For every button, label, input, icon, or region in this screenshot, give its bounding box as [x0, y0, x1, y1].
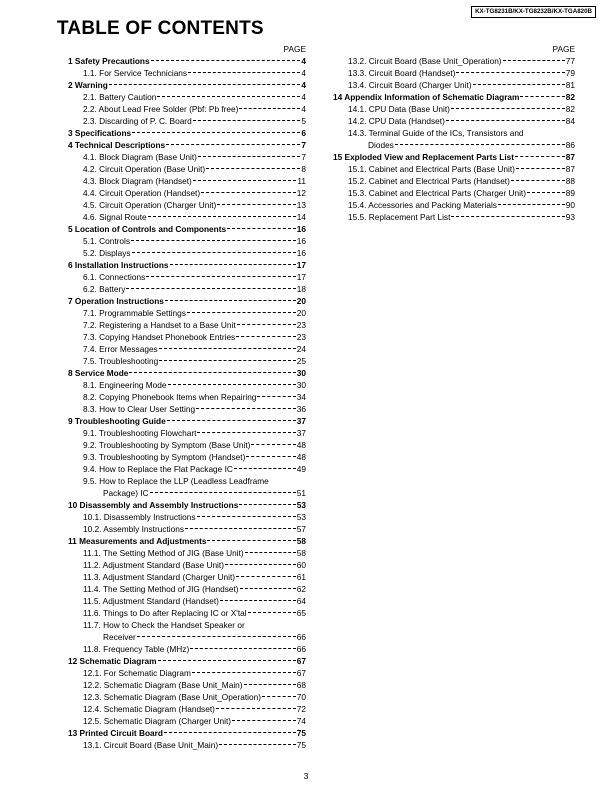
toc-entry-page: 20 [296, 308, 306, 318]
toc-entry-title: 8 Service Mode [68, 368, 129, 378]
toc-entry-page: 64 [296, 596, 306, 606]
toc-entry-page: 23 [296, 320, 306, 330]
toc-entry-title: 5.2. Displays [83, 248, 131, 258]
toc-entry-title: 14.2. CPU Data (Handset) [348, 116, 445, 126]
toc-leader-dots [232, 720, 296, 721]
toc-entry-title: 15.5. Replacement Part List [348, 212, 451, 222]
toc-leader-dots [395, 144, 565, 145]
toc-subsection-entry[interactable] [68, 343, 306, 355]
toc-subsection-entry[interactable] [68, 607, 306, 619]
toc-subsection-entry[interactable] [68, 91, 306, 103]
toc-entry-page: 36 [296, 404, 306, 414]
toc-entry-page: 23 [296, 332, 306, 342]
toc-entry-page: 84 [565, 116, 575, 126]
toc-entry-page: 67 [296, 668, 306, 678]
toc-leader-dots [126, 288, 295, 289]
toc-leader-dots [515, 156, 565, 157]
toc-leader-dots [244, 684, 296, 685]
toc-subsection-entry[interactable] [333, 67, 575, 79]
toc-entry-page: 51 [296, 488, 306, 498]
toc-leader-dots [132, 132, 300, 133]
toc-entry-page: 8 [301, 164, 306, 174]
toc-leader-dots [219, 744, 296, 745]
toc-entry-title: 4.6. Signal Route [83, 212, 147, 222]
toc-leader-dots [527, 192, 565, 193]
toc-entry-page: 4 [301, 80, 306, 90]
toc-entry-page: 4 [301, 56, 306, 66]
toc-subsection-entry[interactable] [68, 355, 306, 367]
toc-subsection-entry[interactable] [68, 199, 306, 211]
toc-entry-title: 4.4. Circuit Operation (Handset) [83, 188, 201, 198]
toc-leader-dots [150, 492, 296, 493]
toc-entry-title: Package) IC [103, 488, 149, 498]
toc-entry-title: 6.1. Connections [83, 272, 146, 282]
toc-leader-dots [193, 120, 301, 121]
toc-entry-title: 9.5. How to Replace the LLP (Leadless Leadframe [83, 476, 269, 486]
toc-subsection-entry[interactable] [68, 211, 306, 223]
toc-leader-dots [170, 264, 296, 265]
toc-entry-page: 81 [565, 80, 575, 90]
toc-entry-page: 4 [301, 68, 306, 78]
toc-leader-dots [225, 564, 296, 565]
page-column-label: PAGE [283, 44, 306, 54]
toc-subsection-entry[interactable] [68, 583, 306, 595]
toc-entry-page: 75 [296, 728, 306, 738]
toc-leader-dots [201, 192, 296, 193]
toc-entry-title: 3 Specifications [68, 128, 132, 138]
page-number: 3 [303, 771, 309, 781]
toc-subsection-entry[interactable] [333, 79, 575, 91]
toc-leader-dots [137, 636, 296, 637]
toc-subsection-entry[interactable] [68, 703, 306, 715]
toc-entry-page: 72 [296, 704, 306, 714]
toc-leader-dots [498, 204, 565, 205]
toc-leader-dots [239, 504, 295, 505]
toc-entry-title: 12 Schematic Diagram [68, 656, 157, 666]
toc-leader-dots [451, 108, 565, 109]
toc-entry-title: 11 Measurements and Adjustments [68, 536, 207, 546]
toc-entry-title: 6.2. Battery [83, 284, 126, 294]
toc-entry-title: 12.5. Schematic Diagram (Charger Unit) [83, 716, 232, 726]
toc-leader-dots [245, 552, 296, 553]
toc-entry-page: 16 [296, 236, 306, 246]
toc-entry-page: 93 [565, 212, 575, 222]
toc-entry-page: 4 [301, 92, 306, 102]
toc-leader-dots [473, 84, 565, 85]
toc-subsection-entry[interactable] [333, 127, 575, 139]
toc-left-column [68, 43, 306, 751]
toc-leader-dots [248, 612, 296, 613]
toc-entry-title: 2 Warning [68, 80, 108, 90]
toc-entry-title: 15.2. Cabinet and Electrical Parts (Handset) [348, 176, 510, 186]
toc-entry-title: 7.3. Copying Handset Phonebook Entries [83, 332, 236, 342]
toc-subsection-entry[interactable] [68, 331, 306, 343]
toc-entry-page: 20 [296, 296, 306, 306]
toc-leader-dots [168, 384, 296, 385]
toc-entry-page: 11 [297, 176, 306, 186]
toc-section-entry[interactable] [68, 127, 306, 139]
toc-entry-title: Diodes [368, 140, 394, 150]
toc-leader-dots [166, 144, 300, 145]
toc-subsection-entry[interactable] [68, 115, 306, 127]
toc-section-entry[interactable] [68, 655, 306, 667]
toc-subsection-entry[interactable] [68, 451, 306, 463]
toc-leader-dots [187, 312, 296, 313]
toc-entry-title: 15.1. Cabinet and Electrical Parts (Base Unit) [348, 164, 515, 174]
toc-section-entry[interactable] [333, 151, 575, 163]
toc-entry-page: 87 [565, 152, 575, 162]
toc-section-entry[interactable] [68, 535, 306, 547]
toc-subsection-entry[interactable] [68, 187, 306, 199]
toc-subsection-entry[interactable] [68, 679, 306, 691]
toc-entry-page: 24 [296, 344, 306, 354]
toc-entry-page: 74 [296, 716, 306, 726]
toc-leader-dots [511, 180, 565, 181]
toc-entry-page: 82 [565, 92, 575, 102]
toc-entry-title: 4.2. Circuit Operation (Base Unit) [83, 164, 206, 174]
toc-entry-title: 12.1. For Schematic Diagram [83, 668, 191, 678]
toc-entry-page: 34 [296, 392, 306, 402]
toc-subsection-entry[interactable] [68, 103, 306, 115]
toc-leader-dots [197, 516, 296, 517]
toc-leader-dots [520, 96, 564, 97]
toc-entry-page: 79 [565, 68, 575, 78]
page-title: TABLE OF CONTENTS [57, 18, 264, 39]
toc-section-entry[interactable] [68, 415, 306, 427]
toc-entry-page: 66 [296, 644, 306, 654]
toc-entry-title: 8.2. Copying Phonebook Items when Repairing [83, 392, 257, 402]
toc-section-entry[interactable] [68, 139, 306, 151]
toc-entry-title: 9.2. Troubleshooting by Symptom (Base Unit) [83, 440, 251, 450]
toc-section-entry[interactable] [68, 295, 306, 307]
toc-subsection-entry[interactable] [68, 475, 306, 487]
toc-entry-page: 7 [301, 152, 306, 162]
toc-entry-page: 53 [296, 512, 306, 522]
toc-entry-page: 66 [296, 632, 306, 642]
toc-entry-title: 11.6. Things to Do after Replacing IC or X'tal [83, 608, 247, 618]
toc-subsection-entry[interactable] [68, 643, 306, 655]
toc-entry-title: 2.3. Discarding of P. C. Board [83, 116, 192, 126]
toc-leader-dots [198, 156, 300, 157]
toc-entry-title: 4 Technical Descriptions [68, 140, 166, 150]
toc-section-entry[interactable] [68, 79, 306, 91]
toc-entry-title: 1.1. For Service Technicians [83, 68, 188, 78]
toc-leader-dots [193, 180, 297, 181]
toc-entry-title: 7.5. Troubleshooting [83, 356, 159, 366]
toc-entry-title: 11.3. Adjustment Standard (Charger Unit) [83, 572, 236, 582]
toc-leader-dots [206, 168, 300, 169]
toc-subsection-entry[interactable] [68, 631, 306, 643]
toc-entry-page: 12 [296, 188, 306, 198]
toc-entry-page: 7 [301, 140, 306, 150]
toc-entry-title: Receiver [103, 632, 136, 642]
toc-subsection-entry[interactable] [68, 619, 306, 631]
toc-section-entry[interactable] [68, 727, 306, 739]
toc-entry-page: 18 [296, 284, 306, 294]
toc-list-right [333, 55, 575, 223]
toc-entry-title: 14 Appendix Information of Schematic Diagram [333, 92, 520, 102]
toc-entry-title: 12.2. Schematic Diagram (Base Unit_Main) [83, 680, 243, 690]
toc-leader-dots [192, 672, 296, 673]
toc-leader-dots [236, 576, 296, 577]
toc-subsection-entry[interactable] [68, 739, 306, 751]
toc-subsection-entry[interactable] [333, 163, 575, 175]
toc-entry-title: 11.5. Adjustment Standard (Handset) [83, 596, 219, 606]
toc-subsection-entry[interactable] [333, 139, 575, 151]
toc-entry-title: 7.1. Programmable Settings [83, 308, 186, 318]
toc-entry-page: 77 [565, 56, 575, 66]
toc-entry-title: 8.1. Engineering Mode [83, 380, 167, 390]
toc-entry-page: 48 [296, 452, 306, 462]
toc-entry-title: 4.1. Block Diagram (Base Unit) [83, 152, 197, 162]
toc-leader-dots [131, 240, 296, 241]
toc-subsection-entry[interactable] [68, 439, 306, 451]
toc-leader-dots [262, 696, 296, 697]
toc-subsection-entry[interactable] [68, 379, 306, 391]
toc-entry-page: 25 [296, 356, 306, 366]
toc-entry-page: 67 [296, 656, 306, 666]
toc-leader-dots [257, 396, 295, 397]
toc-entry-title: 2.2. About Lead Free Solder (Pbf: Pb free) [83, 104, 239, 114]
toc-subsection-entry[interactable] [333, 211, 575, 223]
toc-list-left [68, 55, 306, 751]
toc-entry-page: 82 [565, 104, 575, 114]
toc-entry-page: 17 [296, 260, 306, 270]
toc-entry-page: 58 [296, 536, 306, 546]
toc-entry-page: 87 [565, 164, 575, 174]
toc-leader-dots [240, 588, 296, 589]
toc-entry-page: 88 [565, 176, 575, 186]
toc-entry-title: 7 Operation Instructions [68, 296, 164, 306]
toc-entry-title: 11.1. The Setting Method of JIG (Base Unit) [83, 548, 244, 558]
toc-subsection-entry[interactable] [68, 571, 306, 583]
toc-entry-page: 58 [296, 548, 306, 558]
toc-subsection-entry[interactable] [68, 547, 306, 559]
toc-subsection-entry[interactable] [68, 67, 306, 79]
toc-entry-page: 6 [301, 128, 306, 138]
toc-leader-dots [503, 60, 565, 61]
toc-leader-dots [190, 648, 296, 649]
toc-subsection-entry[interactable] [68, 175, 306, 187]
toc-entry-title: 4.5. Circuit Operation (Charger Unit) [83, 200, 217, 210]
toc-entry-page: 53 [296, 500, 306, 510]
toc-subsection-entry[interactable] [68, 523, 306, 535]
toc-leader-dots [148, 216, 296, 217]
toc-subsection-entry[interactable] [68, 319, 306, 331]
toc-subsection-entry[interactable] [68, 403, 306, 415]
toc-leader-dots [158, 660, 296, 661]
toc-entry-title: 13.1. Circuit Board (Base Unit_Main) [83, 740, 219, 750]
toc-subsection-entry[interactable] [68, 307, 306, 319]
toc-section-entry[interactable] [333, 91, 575, 103]
toc-leader-dots [165, 300, 296, 301]
toc-entry-title: 15.4. Accessories and Packing Materials [348, 200, 497, 210]
toc-entry-page: 61 [296, 572, 306, 582]
toc-leader-dots [109, 84, 301, 85]
toc-leader-dots [446, 120, 565, 121]
toc-leader-dots [246, 456, 295, 457]
toc-entry-page: 90 [565, 200, 575, 210]
toc-entry-page: 68 [296, 680, 306, 690]
toc-section-entry[interactable] [68, 499, 306, 511]
toc-entry-title: 14.3. Terminal Guide of the ICs, Transistors and [348, 128, 524, 138]
toc-entry-title: 12.4. Schematic Diagram (Handset) [83, 704, 215, 714]
toc-entry-title: 7.2. Registering a Handset to a Base Unit [83, 320, 236, 330]
toc-leader-dots [207, 540, 295, 541]
page-column-label: PAGE [552, 44, 575, 54]
toc-entry-page: 16 [296, 224, 306, 234]
toc-entry-title: 9.3. Troubleshooting by Symptom (Handset) [83, 452, 246, 462]
toc-entry-page: 16 [296, 248, 306, 258]
toc-leader-dots [217, 204, 296, 205]
toc-leader-dots [216, 708, 296, 709]
toc-subsection-entry[interactable] [68, 595, 306, 607]
toc-entry-page: 89 [565, 188, 575, 198]
toc-leader-dots [227, 228, 296, 229]
toc-section-entry[interactable] [68, 367, 306, 379]
toc-entry-title: 6 Installation Instructions [68, 260, 169, 270]
toc-entry-page: 5 [301, 116, 306, 126]
toc-entry-page: 57 [296, 524, 306, 534]
toc-entry-title: 11.8. Frequency Table (MHz) [83, 644, 190, 654]
toc-subsection-entry[interactable] [68, 715, 306, 727]
toc-entry-page: 49 [296, 464, 306, 474]
toc-subsection-entry[interactable] [68, 271, 306, 283]
toc-subsection-entry[interactable] [68, 487, 306, 499]
toc-leader-dots [159, 348, 296, 349]
model-number-box: KX-TG8231B/KX-TG8232B/KX-TGA820B [471, 6, 596, 18]
toc-leader-dots [129, 372, 295, 373]
toc-entry-title: 9 Troubleshooting Guide [68, 416, 166, 426]
toc-entry-title: 11.4. The Setting Method of JIG (Handset) [83, 584, 239, 594]
toc-entry-page: 62 [296, 584, 306, 594]
toc-leader-dots [197, 432, 295, 433]
toc-entry-page: 30 [296, 368, 306, 378]
toc-leader-dots [167, 420, 296, 421]
toc-entry-title: 13.3. Circuit Board (Handset) [348, 68, 456, 78]
toc-leader-dots [157, 96, 300, 97]
toc-entry-title: 10.2. Assembly Instructions [83, 524, 184, 534]
toc-entry-page: 17 [296, 272, 306, 282]
toc-entry-page: 75 [296, 740, 306, 750]
toc-entry-page: 14 [296, 212, 306, 222]
toc-entry-page: 65 [296, 608, 306, 618]
toc-subsection-entry[interactable] [333, 103, 575, 115]
toc-subsection-entry[interactable] [68, 691, 306, 703]
toc-leader-dots [234, 468, 296, 469]
toc-entry-title: 1 Safety Precautions [68, 56, 150, 66]
toc-subsection-entry[interactable] [68, 559, 306, 571]
toc-entry-page: 70 [296, 692, 306, 702]
toc-entry-page: 30 [296, 380, 306, 390]
toc-leader-dots [188, 72, 300, 73]
toc-entry-title: 7.4. Error Messages [83, 344, 158, 354]
toc-section-entry[interactable] [68, 259, 306, 271]
toc-leader-dots [239, 108, 300, 109]
toc-entry-title: 14.1. CPU Data (Base Unit) [348, 104, 450, 114]
toc-entry-title: 11.7. How to Check the Handset Speaker or [83, 620, 245, 630]
toc-leader-dots [159, 360, 296, 361]
toc-leader-dots [236, 336, 296, 337]
toc-subsection-entry[interactable] [68, 427, 306, 439]
toc-subsection-entry[interactable] [68, 283, 306, 295]
toc-leader-dots [146, 276, 295, 277]
toc-leader-dots [516, 168, 565, 169]
toc-entry-title: 11.2. Adjustment Standard (Base Unit) [83, 560, 224, 570]
toc-entry-title: 9.4. How to Replace the Flat Package IC [83, 464, 233, 474]
toc-subsection-entry[interactable] [333, 115, 575, 127]
toc-entry-page: 37 [296, 428, 306, 438]
toc-entry-title: 13.4. Circuit Board (Charger Unit) [348, 80, 472, 90]
toc-section-entry[interactable] [68, 55, 306, 67]
toc-entry-title: 12.3. Schematic Diagram (Base Unit_Operation) [83, 692, 262, 702]
toc-subsection-entry[interactable] [333, 199, 575, 211]
toc-right-column [333, 43, 575, 223]
toc-entry-title: 9.1. Troubleshooting Flowchart [83, 428, 197, 438]
toc-leader-dots [132, 252, 296, 253]
toc-leader-dots [196, 408, 296, 409]
toc-leader-dots [164, 732, 296, 733]
toc-subsection-entry[interactable] [68, 463, 306, 475]
toc-entry-title: 8.3. How to Clear User Setting [83, 404, 196, 414]
toc-subsection-entry[interactable] [68, 163, 306, 175]
toc-entry-page: 13 [296, 200, 306, 210]
toc-entry-title: 13 Printed Circuit Board [68, 728, 163, 738]
toc-entry-title: 15 Exploded View and Replacement Parts List [333, 152, 515, 162]
toc-leader-dots [185, 528, 296, 529]
toc-leader-dots [220, 600, 296, 601]
toc-leader-dots [456, 72, 564, 73]
toc-entry-title: 10 Disassembly and Assembly Instructions [68, 500, 239, 510]
toc-subsection-entry[interactable] [68, 247, 306, 259]
toc-subsection-entry[interactable] [68, 235, 306, 247]
toc-entry-page: 48 [296, 440, 306, 450]
toc-entry-title: 10.1. Disassembly Instructions [83, 512, 196, 522]
toc-subsection-entry[interactable] [68, 511, 306, 523]
toc-leader-dots [251, 444, 295, 445]
toc-entry-title: 4.3. Block Diagram (Handset) [83, 176, 192, 186]
toc-leader-dots [237, 324, 296, 325]
toc-entry-title: 5 Location of Controls and Components [68, 224, 227, 234]
toc-entry-title: 13.2. Circuit Board (Base Unit_Operation) [348, 56, 502, 66]
toc-subsection-entry[interactable] [68, 151, 306, 163]
toc-leader-dots [451, 216, 564, 217]
toc-section-entry[interactable] [68, 223, 306, 235]
toc-subsection-entry[interactable] [68, 667, 306, 679]
toc-subsection-entry[interactable] [333, 175, 575, 187]
toc-entry-page: 60 [296, 560, 306, 570]
toc-entry-title: 2.1. Battery Caution [83, 92, 157, 102]
toc-leader-dots [151, 60, 301, 61]
toc-subsection-entry[interactable] [333, 187, 575, 199]
toc-subsection-entry[interactable] [333, 55, 575, 67]
toc-entry-page: 86 [565, 140, 575, 150]
toc-entry-page: 37 [296, 416, 306, 426]
toc-entry-title: 5.1. Controls [83, 236, 131, 246]
toc-entry-page: 4 [301, 104, 306, 114]
toc-entry-title: 15.3. Cabinet and Electrical Parts (Charger Unit) [348, 188, 527, 198]
toc-subsection-entry[interactable] [68, 391, 306, 403]
